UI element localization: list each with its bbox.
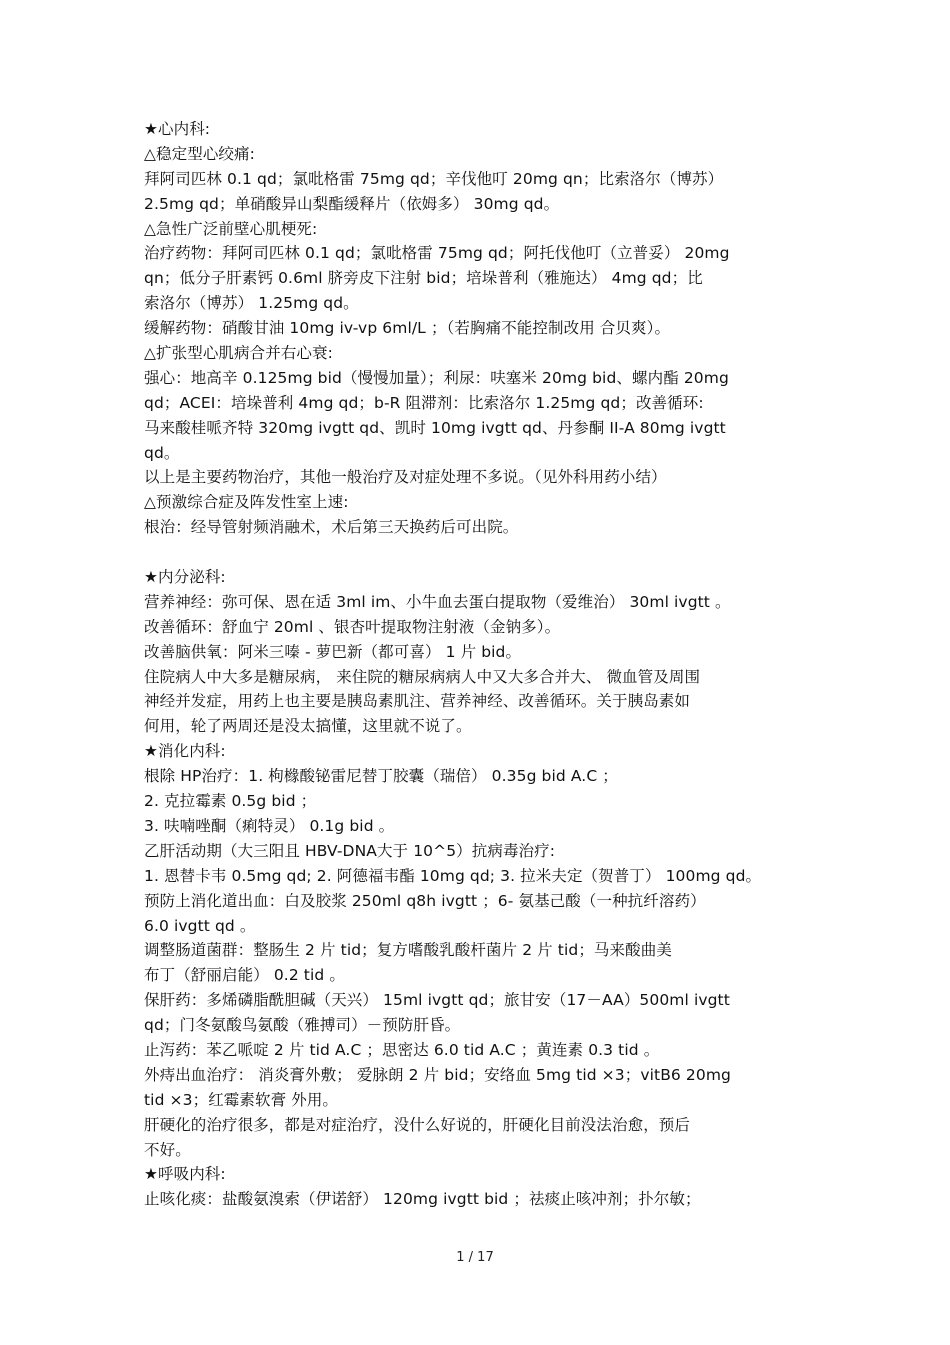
text-line: 改善脑供氧：阿米三嗪 - 萝巴新（都可喜） 1 片 bid。	[144, 642, 522, 661]
text-line: tid ×3；红霉素软膏 外用。	[144, 1090, 339, 1109]
text-line: 索洛尔（博苏） 1.25mg qd。	[144, 294, 359, 313]
text-line: 何用，轮了两周还是没太搞懂，这里就不说了。	[144, 717, 472, 736]
subheading-acute-mi: △急性广泛前壁心肌梗死:	[144, 219, 318, 238]
text-line: 马来酸桂哌齐特 320mg ivgtt qd、凯时 10mg ivgtt qd、丹参酮 II-A 80mg ivgtt	[144, 418, 726, 437]
section-heading-respiratory: ★呼吸内科:	[144, 1165, 226, 1184]
text-line: 以上是主要药物治疗，其他一般治疗及对症处理不多说。（见外科用药小结）	[144, 468, 667, 487]
text-line: 肝硬化的治疗很多，都是对症治疗，没什么好说的，肝硬化目前没法治愈，预后	[144, 1115, 691, 1134]
text-line: qn；低分子肝素钙 0.6ml 脐旁皮下注射 bid；培垛普利（雅施达） 4mg qd；比	[144, 269, 703, 288]
text-line: 缓解药物：硝酸甘油 10mg iv-vp 6ml/L ；（若胸痛不能控制改用 合贝爽）。	[144, 319, 671, 338]
text-line: 强心：地高辛 0.125mg bid（慢慢加量）；利尿：呋塞米 20mg bid、螺内酯 20mg	[144, 368, 729, 387]
text-line: 布丁（舒丽启能） 0.2 tid 。	[144, 966, 345, 985]
text-line: 保肝药：多烯磷脂酰胆碱（天兴） 15ml ivgtt qd；旅甘安（17－AA）500ml ivgtt	[144, 991, 730, 1010]
section-heading-gastroenterology: ★消化内科:	[144, 742, 226, 761]
text-line: qd；ACEI：培垛普利 4mg qd；b-R 阻滞剂：比索洛尔 1.25mg qd；改善循环:	[144, 393, 704, 412]
document-body	[144, 117, 816, 1212]
section-heading-endocrinology: ★内分泌科:	[144, 568, 226, 587]
text-line: 不好。	[144, 1140, 191, 1159]
text-line: 止泻药：苯乙哌啶 2 片 tid A.C ；思密达 6.0 tid A.C ；黄连素 0.3 tid 。	[144, 1040, 660, 1059]
text-line: qd。	[144, 443, 180, 462]
text-line: 治疗药物：拜阿司匹林 0.1 qd；氯吡格雷 75mg qd；阿托伐他叮（立普妥） 20mg	[144, 244, 730, 263]
text-line: 住院病人中大多是糖尿病， 来住院的糖尿病病人中又大多合并大、 微血管及周围	[144, 667, 701, 686]
text-line: 6.0 ivgtt qd 。	[144, 916, 256, 935]
text-line: qd；门冬氨酸鸟氨酸（雅搏司）－预防肝昏。	[144, 1016, 461, 1035]
text-line: 拜阿司匹林 0.1 qd；氯吡格雷 75mg qd；辛伐他叮 20mg qn；比索洛尔（博苏）	[144, 169, 724, 188]
text-line: 2. 克拉霉素 0.5g bid ；	[144, 792, 317, 811]
text-line: 根治：经导管射频消融术，术后第三天换药后可出院。	[144, 518, 519, 537]
text-line: 根除 HP治疗：1. 枸橼酸铋雷尼替丁胶囊（瑞倍） 0.35g bid A.C ；	[144, 767, 618, 786]
text-line: 预防上消化道出血：白及胶浆 250ml q8h ivgtt ；6- 氨基己酸（一种抗纤溶药）	[144, 891, 706, 910]
text-line: 乙肝活动期（大三阳且 HBV-DNA大于 10^5）抗病毒治疗:	[144, 841, 556, 860]
text-line: 调整肠道菌群：整肠生 2 片 tid；复方嗜酸乳酸杆菌片 2 片 tid；马来酸曲美	[144, 941, 672, 960]
text-line: 1. 恩替卡韦 0.5mg qd; 2. 阿德福韦酯 10mg qd; 3. 拉米夫定（贺普丁） 100mg qd。	[144, 866, 762, 885]
subheading-dilated-cardiomyopathy: △扩张型心肌病合并右心衰:	[144, 344, 333, 363]
text-line: 止咳化痰：盐酸氨溴索（伊诺舒） 120mg ivgtt bid ；祛痰止咳冲剂；扑尔敏；	[144, 1190, 701, 1209]
subheading-stable-angina: △稳定型心绞痛:	[144, 144, 255, 163]
text-line: 外痔出血治疗： 消炎膏外敷； 爱脉朗 2 片 bid；安络血 5mg tid ×3；vitB6 20mg	[144, 1065, 731, 1084]
subheading-preexcitation: △预激综合症及阵发性室上速:	[144, 493, 349, 512]
blank-line	[144, 540, 816, 565]
text-line: 2.5mg qd；单硝酸异山梨酯缓释片（依姆多） 30mg qd。	[144, 194, 560, 213]
text-line: 改善循环：舒血宁 20ml 、银杏叶提取物注射液（金钠多）。	[144, 617, 561, 636]
section-heading-cardiology: ★心内科:	[144, 120, 211, 138]
text-line: 营养神经：弥可保、恩在适 3ml im、小牛血去蛋白提取物（爱维治） 30ml ivgtt 。	[144, 592, 731, 611]
text-line: 3. 呋喃唑酮（痢特灵） 0.1g bid 。	[144, 816, 395, 835]
text-line: 神经并发症，用药上也主要是胰岛素肌注、营养神经、改善循环。关于胰岛素如	[144, 692, 691, 711]
page-number: 1 / 17	[456, 1250, 494, 1265]
